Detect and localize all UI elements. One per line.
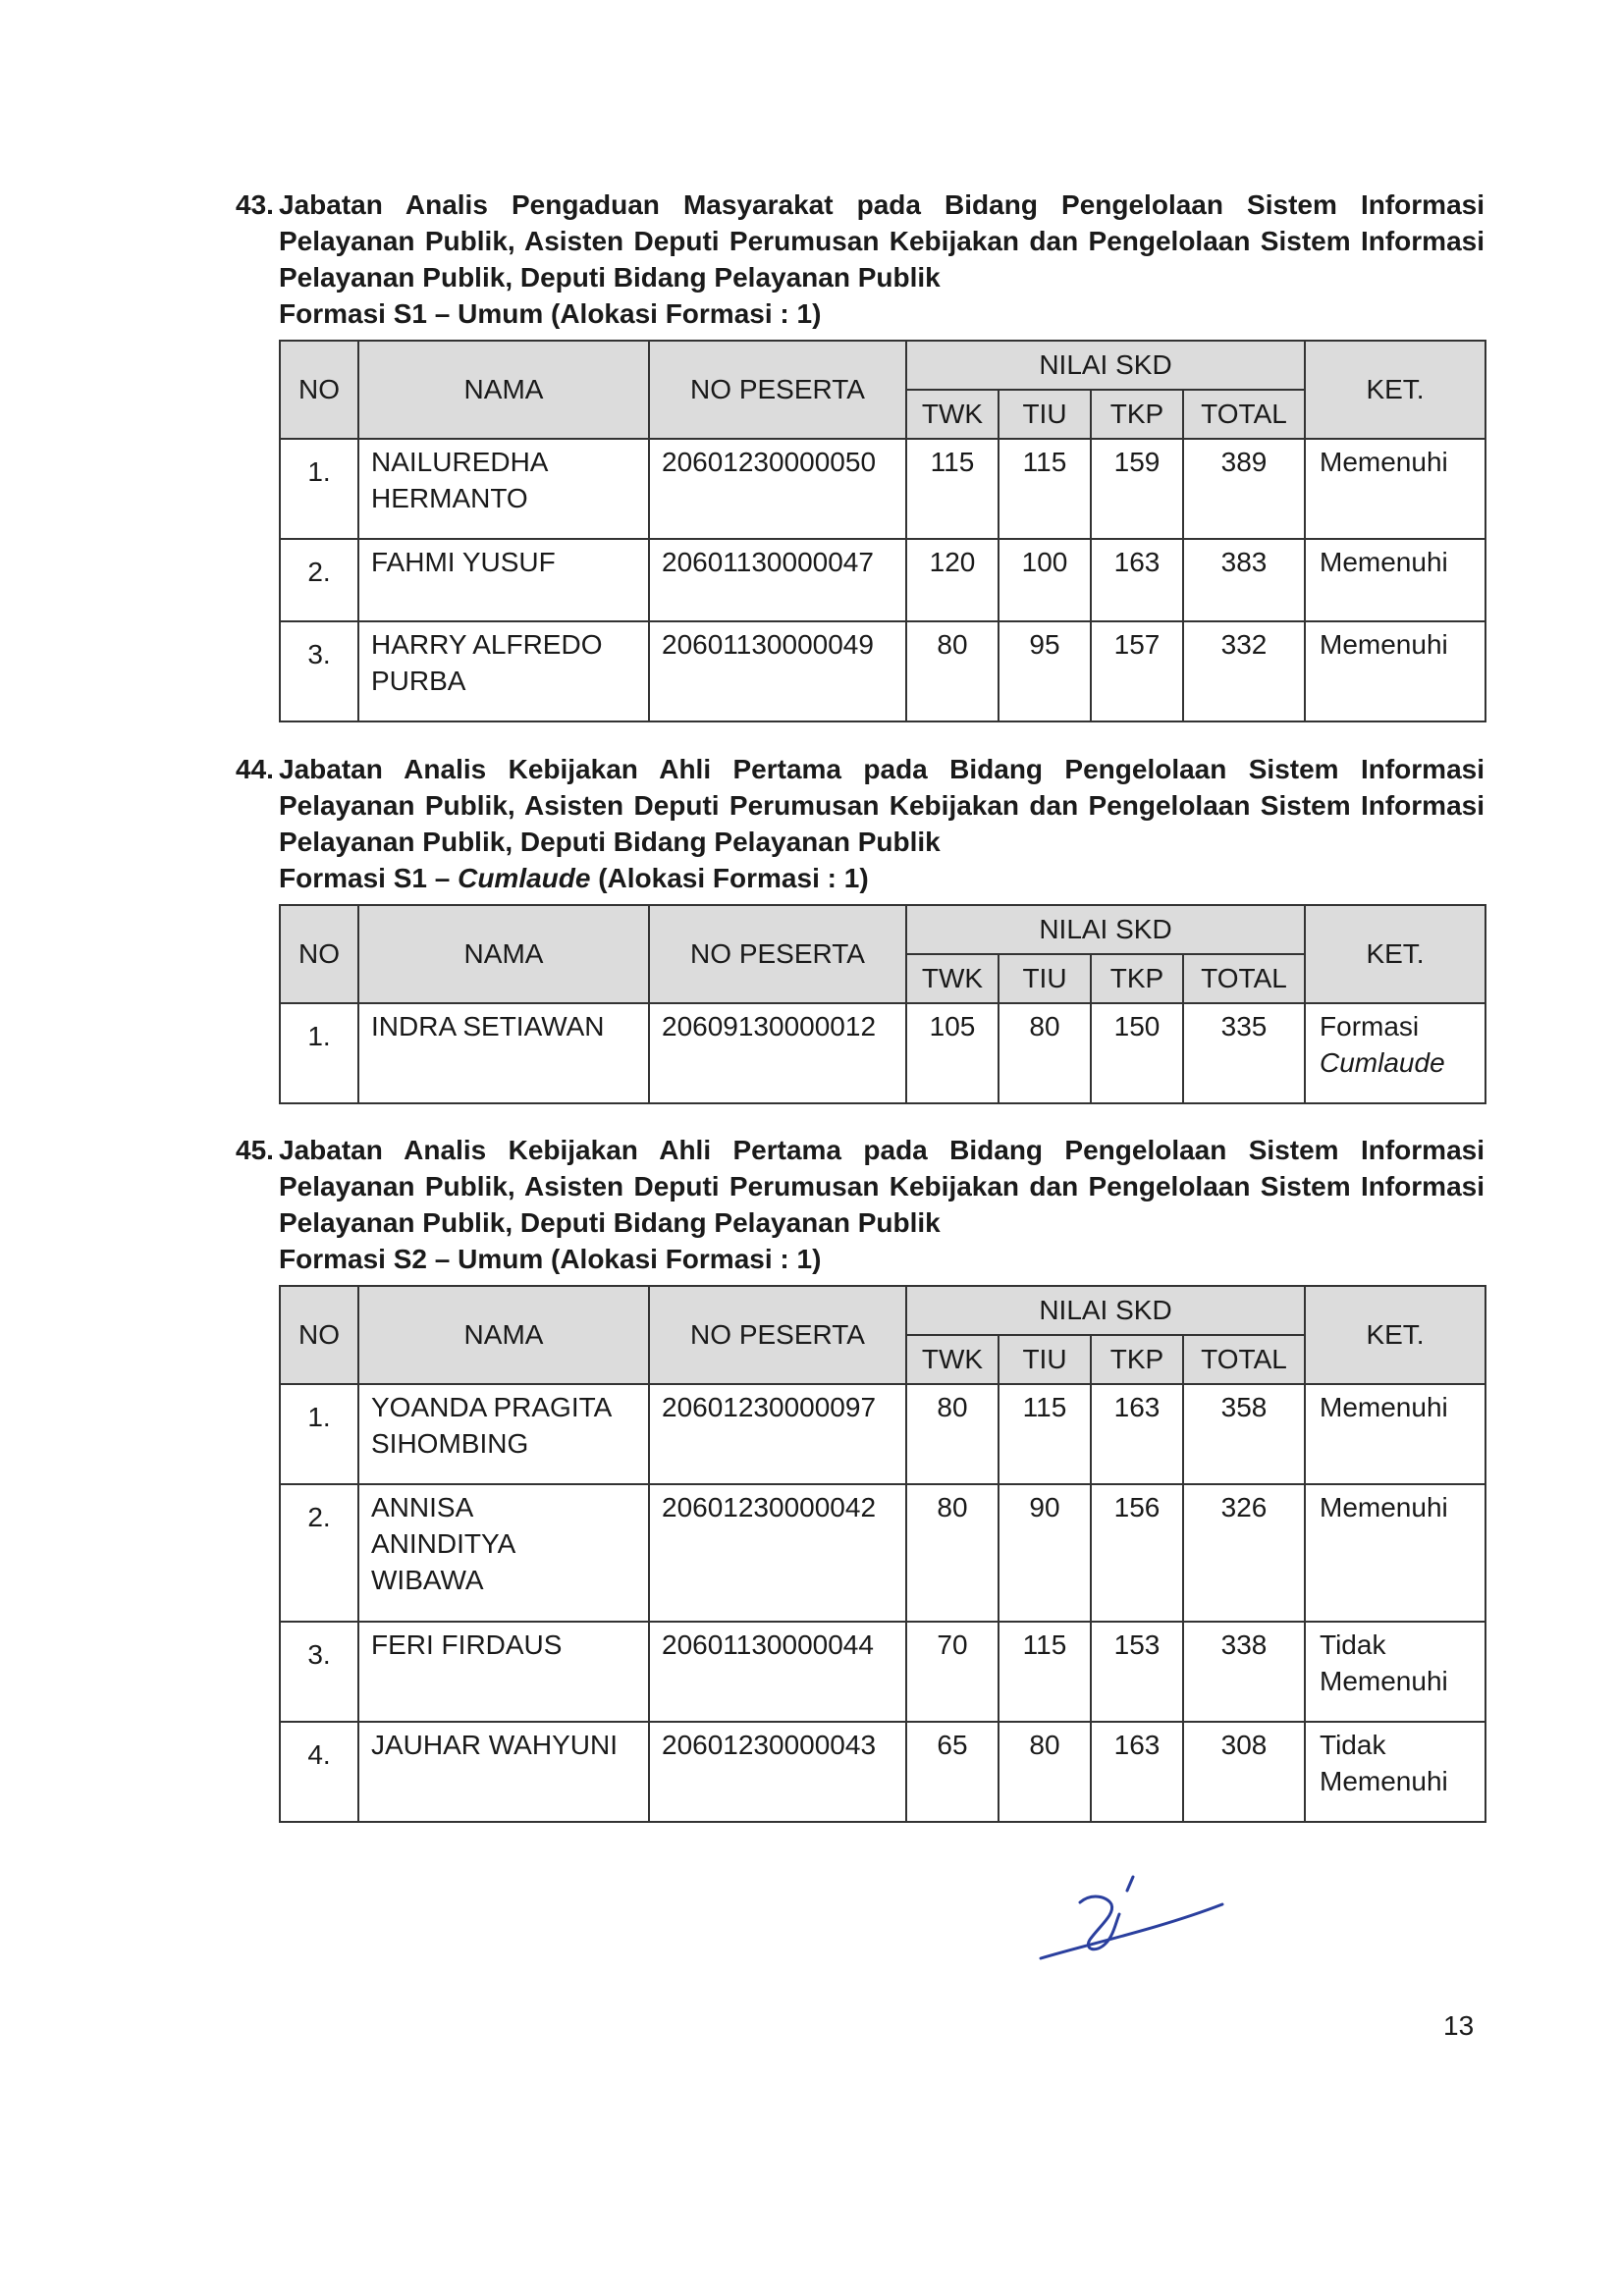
section-title: Jabatan Analis Kebijakan Ahli Pertama pada Bidang Pengelolaan Sistem Informasi Pelayanan Publik, Asisten Deputi Perumusan Kebijakan dan Pengelolaan Sistem Informasi Pelayanan Publik, Deputi Bidang Pelayanan Publik	[279, 754, 1485, 857]
header-twk: TWK	[906, 390, 999, 439]
section-44	[236, 751, 1485, 1078]
header-nilai-skd: NILAI SKD	[906, 905, 1305, 954]
header-twk: TWK	[906, 954, 999, 1003]
header-tiu: TIU	[999, 390, 1091, 439]
header-no-peserta: NO PESERTA	[649, 905, 906, 1003]
header-no: NO	[280, 341, 358, 439]
table-row: 2. ANNISA ANINDITYA WIBAWA 20601230000042 80 90 156 326 Memenuhi	[280, 1484, 1485, 1622]
header-tkp: TKP	[1091, 390, 1183, 439]
header-no-peserta: NO PESERTA	[649, 1286, 906, 1384]
section-heading	[236, 1132, 1485, 1277]
header-ket: KET.	[1305, 341, 1485, 439]
table-row: 3. HARRY ALFREDO PURBA 20601130000049 80 95 157 332 Memenuhi	[280, 621, 1485, 721]
skd-table	[279, 1285, 1486, 1823]
section-number: 43.	[236, 189, 274, 220]
formasi-line: Formasi S1 – Umum (Alokasi Formasi : 1)	[279, 298, 822, 329]
header-tiu: TIU	[999, 1335, 1091, 1384]
header-ket: KET.	[1305, 905, 1485, 1003]
table-row: 2. FAHMI YUSUF 20601130000047 120 100 163 383 Memenuhi	[280, 539, 1485, 621]
page-number: 13	[1443, 2010, 1475, 2041]
skd-table	[279, 904, 1486, 1104]
header-no-peserta: NO PESERTA	[649, 341, 906, 439]
signature-initial	[1031, 1845, 1227, 1973]
header-ket: KET.	[1305, 1286, 1485, 1384]
header-twk: TWK	[906, 1335, 999, 1384]
header-total: TOTAL	[1183, 954, 1305, 1003]
section-43	[236, 187, 1485, 696]
formasi-type: Umum	[458, 298, 544, 329]
table-row: 1. INDRA SETIAWAN 20609130000012 105 80 150 335 Formasi Cumlaude	[280, 1003, 1485, 1103]
section-number: 44.	[236, 754, 274, 784]
table-row: 1. YOANDA PRAGITA SIHOMBING 20601230000097 80 115 163 358 Memenuhi	[280, 1384, 1485, 1484]
section-heading	[236, 187, 1485, 332]
header-nilai-skd: NILAI SKD	[906, 341, 1305, 390]
formasi-line: Formasi S2 – Umum (Alokasi Formasi : 1)	[279, 1244, 822, 1274]
skd-table	[279, 340, 1486, 722]
header-nilai-skd: NILAI SKD	[906, 1286, 1305, 1335]
formasi-type: Cumlaude	[458, 863, 591, 893]
section-title: Jabatan Analis Kebijakan Ahli Pertama pada Bidang Pengelolaan Sistem Informasi Pelayanan Publik, Asisten Deputi Perumusan Kebijakan dan Pengelolaan Sistem Informasi Pelayanan Publik, Deputi Bidang Pelayanan Publik	[279, 1135, 1485, 1238]
section-45	[236, 1132, 1485, 1796]
header-tiu: TIU	[999, 954, 1091, 1003]
section-number: 45.	[236, 1135, 274, 1165]
table-row: 1. NAILUREDHA HERMANTO 20601230000050 115 115 159 389 Memenuhi	[280, 439, 1485, 539]
table-row: 4. JAUHAR WAHYUNI 20601230000043 65 80 163 308 Tidak Memenuhi	[280, 1722, 1485, 1822]
header-no: NO	[280, 1286, 358, 1384]
header-tkp: TKP	[1091, 1335, 1183, 1384]
section-title: Jabatan Analis Pengaduan Masyarakat pada Bidang Pengelolaan Sistem Informasi Pelayanan Publik, Asisten Deputi Perumusan Kebijakan dan Pengelolaan Sistem Informasi Pelayanan Publik, Deputi Bidang Pelayanan Publik	[279, 189, 1485, 293]
section-heading	[236, 751, 1485, 896]
header-nama: NAMA	[358, 341, 649, 439]
header-total: TOTAL	[1183, 1335, 1305, 1384]
header-no: NO	[280, 905, 358, 1003]
header-tkp: TKP	[1091, 954, 1183, 1003]
table-row: 3. FERI FIRDAUS 20601130000044 70 115 153 338 Tidak Memenuhi	[280, 1622, 1485, 1722]
header-total: TOTAL	[1183, 390, 1305, 439]
formasi-type: Umum	[458, 1244, 544, 1274]
formasi-line: Formasi S1 – Cumlaude (Alokasi Formasi : 1)	[279, 863, 869, 893]
header-nama: NAMA	[358, 905, 649, 1003]
header-nama: NAMA	[358, 1286, 649, 1384]
